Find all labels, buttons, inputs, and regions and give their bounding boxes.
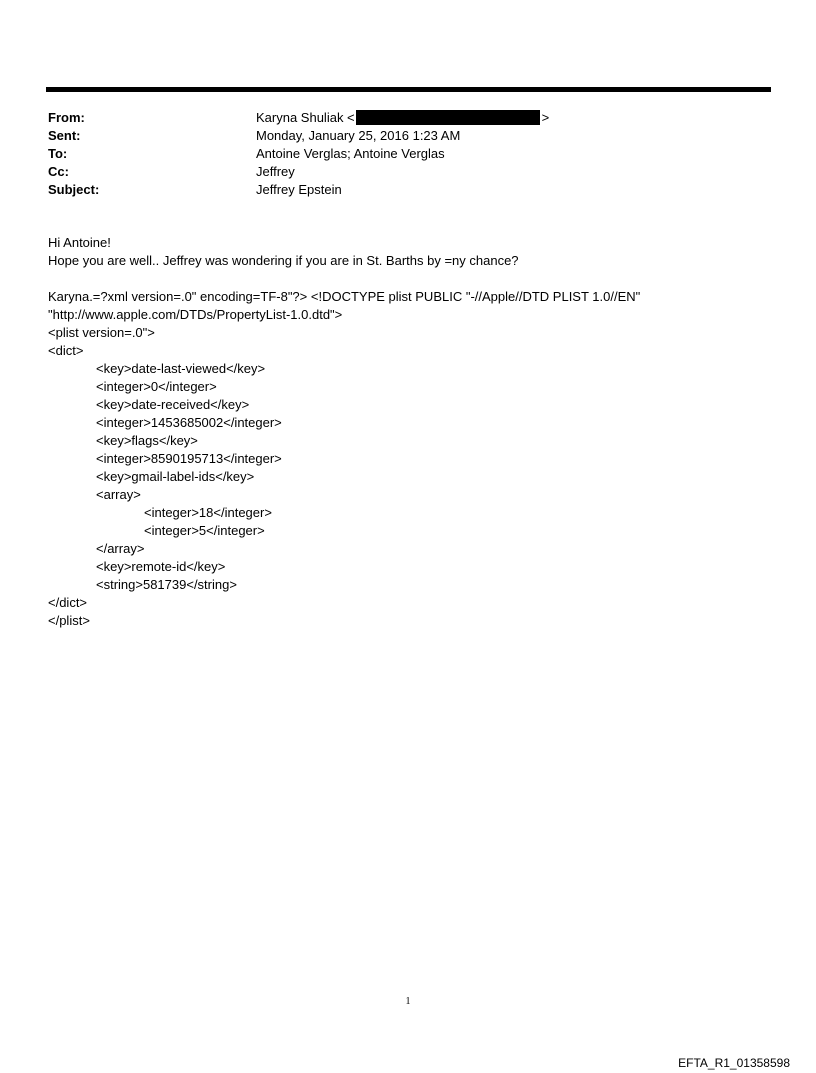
subject-value: Jeffrey Epstein (256, 182, 342, 197)
sent-value: Monday, January 25, 2016 1:23 AM (256, 128, 461, 143)
to-label: To: (48, 146, 68, 161)
cc-label: Cc: (48, 164, 69, 179)
xml-line: <key>flags</key> (96, 433, 198, 448)
xml-line: <string>581739</string> (96, 577, 237, 592)
greeting: Hi Antoine! (48, 235, 111, 250)
cc-row (48, 163, 549, 181)
from-label: From: (48, 110, 85, 125)
blank-line (48, 270, 640, 288)
from-row (48, 109, 549, 127)
sent-label: Sent: (48, 128, 81, 143)
email-header (48, 109, 549, 199)
xml-line: <integer>0</integer> (96, 379, 217, 394)
subject-label: Subject: (48, 182, 100, 197)
page-number: 1 (405, 996, 411, 1007)
xml-line: <key>date-received</key> (96, 397, 250, 412)
xml-line: <array> (96, 487, 141, 502)
body-line: Hope you are well.. Jeffrey was wondering if you are in St. Barths by =ny chance? (48, 253, 519, 268)
xml-line: </plist> (48, 613, 90, 628)
xml-line: <integer>8590195713</integer> (96, 451, 282, 466)
xml-line: "http://www.apple.com/DTDs/PropertyList-1.0.dtd"> (48, 307, 343, 322)
xml-line: <key>gmail-label-ids</key> (96, 469, 255, 484)
xml-line: <plist version=.0"> (48, 325, 155, 340)
xml-line: <key>date-last-viewed</key> (96, 361, 266, 376)
xml-line: <integer>1453685002</integer> (96, 415, 282, 430)
document-id: EFTA_R1_01358598 (678, 1056, 790, 1070)
header-rule (46, 87, 771, 92)
xml-line: Karyna.=?xml version=.0" encoding=TF-8"?> <!DOCTYPE plist PUBLIC "-//Apple//DTD PLIST 1.0//EN" (48, 289, 641, 304)
redaction-box (356, 110, 540, 125)
xml-line: <dict> (48, 343, 84, 358)
cc-value: Jeffrey (256, 164, 295, 179)
xml-line: <key>remote-id</key> (96, 559, 226, 574)
to-value: Antoine Verglas; Antoine Verglas (256, 146, 445, 161)
from-name: Karyna Shuliak < (256, 110, 355, 125)
email-body (48, 234, 640, 630)
to-row (48, 145, 549, 163)
subject-row (48, 181, 549, 199)
xml-line: </dict> (48, 595, 88, 610)
xml-line: </array> (96, 541, 145, 556)
from-value (256, 109, 549, 127)
xml-line: <integer>18</integer> (144, 505, 272, 520)
from-tail: > (541, 110, 550, 125)
xml-line: <integer>5</integer> (144, 523, 265, 538)
sent-row (48, 127, 549, 145)
